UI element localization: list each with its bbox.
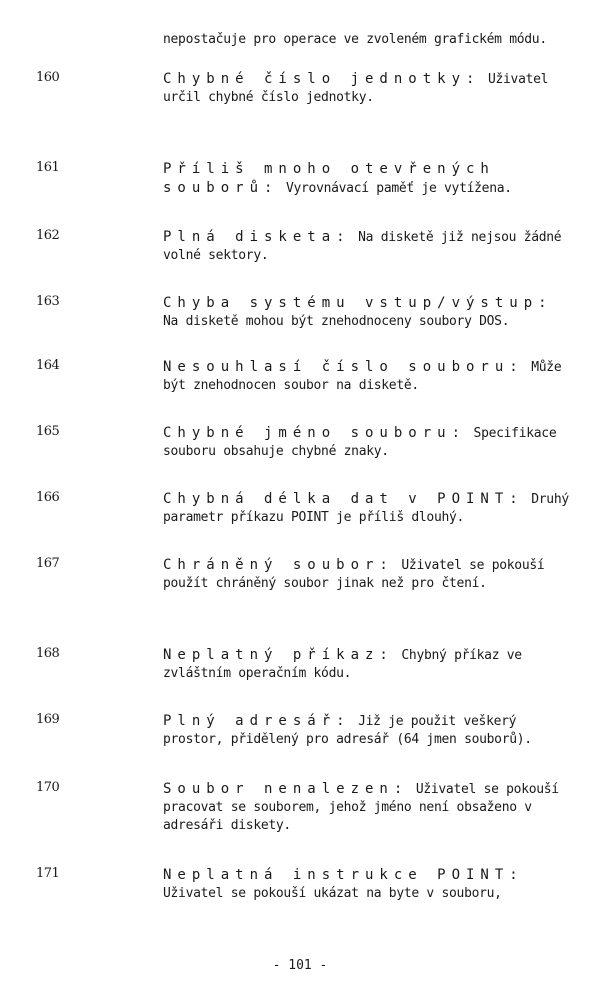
error-code: 161 xyxy=(36,160,60,175)
error-title: Chyba systému vstup/výstup: xyxy=(163,295,553,311)
error-description: Druhý parametr příkazu POINT je příliš dlouhý. xyxy=(163,492,569,525)
error-code: 165 xyxy=(36,424,60,439)
error-code: 170 xyxy=(36,780,60,795)
error-description: Vyrovnávací paměť je vytížena. xyxy=(285,181,512,196)
error-code: 166 xyxy=(36,490,60,505)
error-description: Uživatel se pokouší ukázat na byte v souboru, xyxy=(163,886,502,901)
error-title: Chybná délka dat v POINT: xyxy=(163,491,524,507)
error-code: 169 xyxy=(36,712,60,727)
error-description: Na disketě mohou být znehodnoceny soubory DOS. xyxy=(163,314,510,329)
error-title: Chybné číslo jednotky: xyxy=(163,71,481,87)
error-code: 171 xyxy=(36,866,60,881)
error-code: 167 xyxy=(36,556,60,571)
error-code: 163 xyxy=(36,294,60,309)
error-description: Na disketě již nejsou žádné volné sektory. xyxy=(163,230,562,263)
error-title: Neplatný příkaz: xyxy=(163,647,394,663)
error-description: Uživatel se pokouší použít chráněný soubor jinak než pro čtení. xyxy=(163,558,545,591)
error-description: Může být znehodnocen soubor na disketě. xyxy=(163,360,562,393)
error-title: Příliš mnoho otevřených souborů: xyxy=(163,161,495,196)
error-description: Uživatel se pokouší pracovat se souborem, jehož jméno není obsaženo v adresáři diskety. xyxy=(163,782,559,833)
continuation-line: nepostačuje pro operace ve zvoleném grafickém módu. xyxy=(163,32,547,47)
error-description: Uživatel určil chybné číslo jednotky. xyxy=(163,72,549,105)
error-title: Soubor nenalezen: xyxy=(163,781,409,797)
error-title: Chráněný soubor: xyxy=(163,557,394,573)
error-code: 168 xyxy=(36,646,60,661)
error-title: Plný adresář: xyxy=(163,713,351,729)
error-code: 164 xyxy=(36,358,60,373)
error-title: Chybné jméno souboru: xyxy=(163,425,467,441)
error-description: Již je použit veškerý prostor, přidělený pro adresář (64 jmen souborů). xyxy=(163,714,532,747)
page-number: - 101 - xyxy=(272,958,328,973)
error-title: Nesouhlasí číslo souboru: xyxy=(163,359,524,375)
error-description: Chybný příkaz ve zvláštním operačním kódu. xyxy=(163,648,522,681)
error-title: Plná disketa: xyxy=(163,229,351,245)
error-description: Specifikace souboru obsahuje chybné znaky. xyxy=(163,426,557,459)
error-code: 162 xyxy=(36,228,60,243)
error-code: 160 xyxy=(36,70,60,85)
error-title: Neplatná instrukce POINT: xyxy=(163,867,524,883)
